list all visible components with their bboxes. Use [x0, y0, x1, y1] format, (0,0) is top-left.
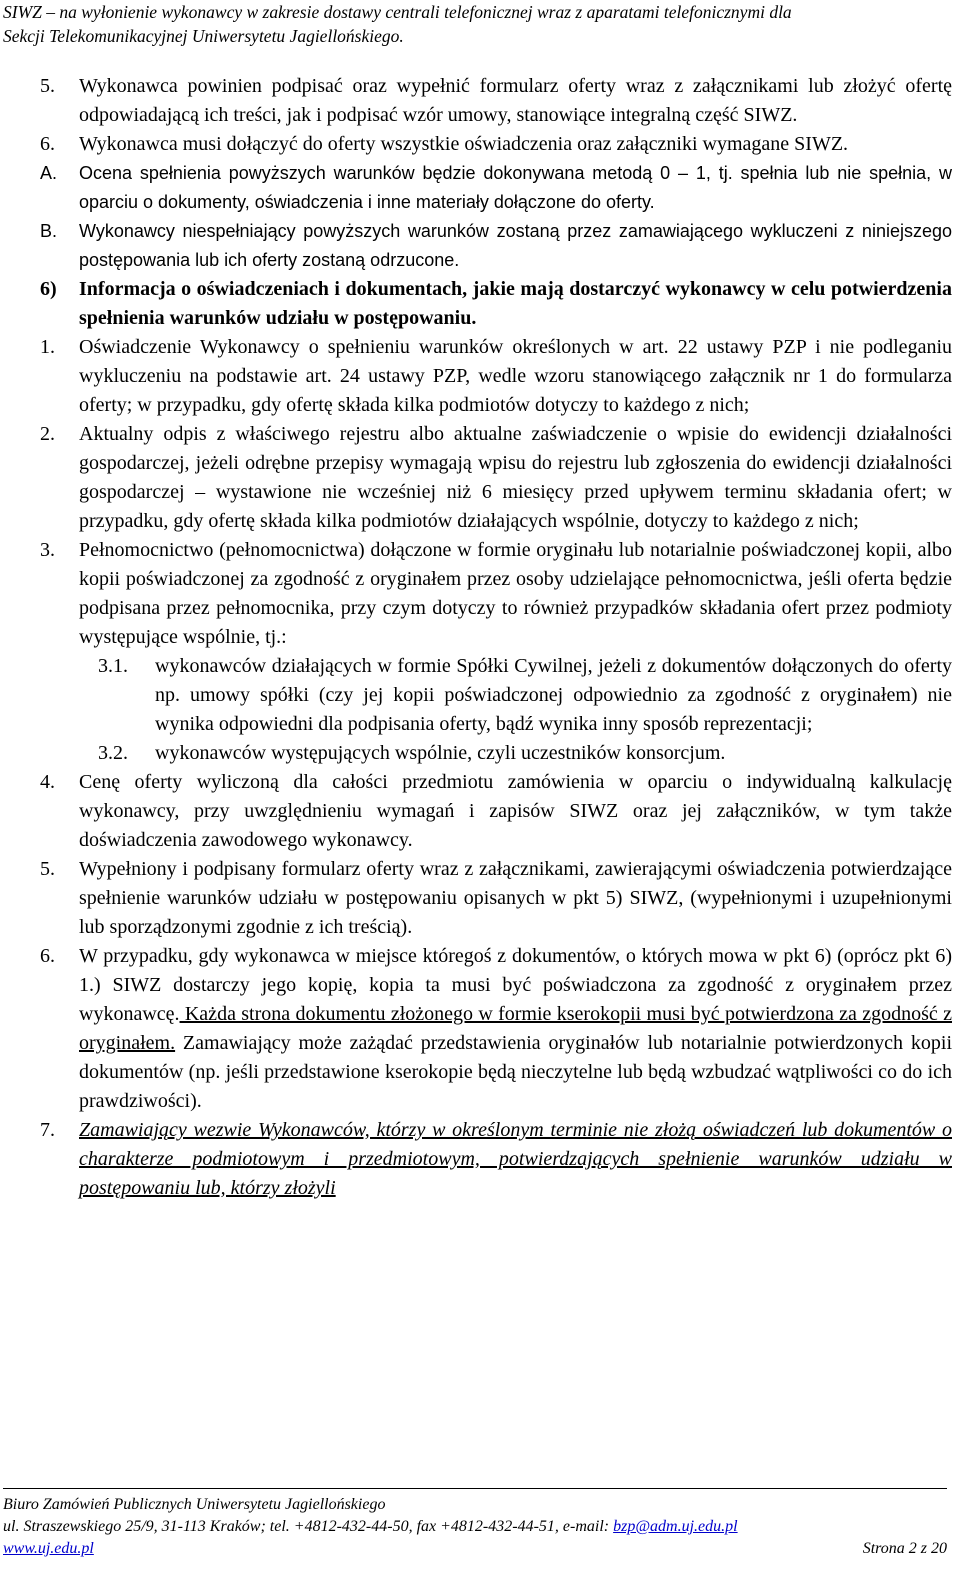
item-a	[40, 159, 952, 217]
item-number: 3.	[40, 539, 55, 561]
document-item-1	[40, 333, 952, 420]
item-number: B.	[40, 221, 58, 241]
document-body	[40, 72, 952, 1203]
item-6-underlined-text: Każda strona dokumentu złożonego w formie kserokopii musi być potwierdzona za zgodność z oryginałem.	[79, 1003, 952, 1054]
item-number: 5.	[40, 858, 55, 880]
item-text: Zamawiający wezwie Wykonawców, którzy w określonym terminie nie złożą oświadczeń lub dokumentów o charakterze podmiotowym i przedmiotowym, potwierdzających spełnienie warunków udziału w postępowaniu lub, którzy złożyli	[79, 1119, 952, 1199]
document-item-3	[40, 536, 952, 652]
page-header	[3, 0, 955, 48]
item-text	[79, 942, 952, 1116]
section-number: 6)	[40, 278, 57, 300]
item-text: Wykonawca powinien podpisać oraz wypełnić formularz oferty wraz z załącznikami lub złożyć ofertę odpowiadającą ich treści, jak i podpisać wzór umowy, stanowiące integralną część SIWZ.	[79, 75, 952, 126]
footer-divider	[3, 1488, 947, 1489]
header-line-1: SIWZ – na wyłonienie wykonawcy w zakresie dostawy centrali telefonicznej wraz z aparatami telefonicznymi dla	[3, 2, 792, 22]
document-item-2	[40, 420, 952, 536]
header-line-2: Sekcji Telekomunikacyjnej Uniwersytetu Jagiellońskiego.	[3, 26, 404, 46]
page-number: Strona 2 z 20	[862, 1540, 947, 1557]
document-item-7	[40, 1116, 952, 1203]
footer-address: ul. Straszewskiego 25/9, 31-113 Kraków; tel. +4812-432-44-50, fax +4812-432-44-51, e-mail:	[3, 1518, 614, 1535]
item-text: Cenę oferty wyliczoną dla całości przedmiotu zamówienia w oparciu o indywidualną kalkulację wykonawcy, przy uwzględnieniu wymagań i zapisów SIWZ oraz jej załączników, w tym także doświadczenia zawodowego wykonawcy.	[79, 771, 952, 851]
item-6	[40, 130, 952, 159]
item-text: Aktualny odpis z właściwego rejestru albo aktualne zaświadczenie o wpisie do ewidencji działalności gospodarczej, jeżeli odrębne przepisy wymagają wpisu do rejestru lub zgłoszenia do ewidencji działalności gospodarczej – wystawione nie wcześniej niż 6 miesięcy przed upływem terminu składania ofert; w przypadku, gdy ofertę składa kilka podmiotów działających wspólnie, dotyczy to każdego z nich;	[79, 423, 952, 532]
item-number: 6.	[40, 133, 55, 155]
item-text: wykonawców działających w formie Spółki Cywilnej, jeżeli z dokumentów dołączonych do oferty np. umowy spółki (czy jej kopii poświadczonej odpowiednio za zgodność z oryginałem) nie wynika odpowiedni dla podpisania oferty, bądź wynika inny sposób reprezentacji;	[155, 655, 952, 735]
item-number: 3.2.	[98, 742, 128, 764]
document-item-3-2	[98, 739, 952, 768]
item-6-text-c: Zamawiający może zażądać przedstawienia oryginałów lub notarialnie potwierdzonych kopii dokumentów (np. jeśli przedstawione kserokopie będą nieczytelne lub będą wzbudzać wątpliwości co do ich prawdziwości).	[79, 1032, 952, 1112]
document-item-5	[40, 855, 952, 942]
footer-office: Biuro Zamówień Publicznych Uniwersytetu Jagiellońskiego	[3, 1496, 386, 1513]
website-link[interactable]: www.uj.edu.pl	[3, 1540, 94, 1557]
section-title: Informacja o oświadczeniach i dokumentach, jakie mają dostarczyć wykonawcy w celu potwierdzenia spełnienia warunków udziału w postępowaniu.	[79, 278, 952, 329]
item-number: 3.1.	[98, 655, 128, 677]
item-text: wykonawców występujących wspólnie, czyli uczestników konsorcjum.	[155, 742, 726, 764]
item-text: Oświadczenie Wykonawcy o spełnieniu warunków określonych w art. 22 ustawy PZP i nie podleganiu wykluczeniu na podstawie art. 24 ustawy PZP, wedle wzoru stanowiącego załącznik nr 1 do formularza oferty; w przypadku, gdy ofertę składa kilka podmiotów dotyczy to każdego z nich;	[79, 336, 952, 416]
item-5	[40, 72, 952, 130]
item-number: 5.	[40, 75, 55, 97]
item-number: 4.	[40, 771, 55, 793]
item-number: A.	[40, 163, 58, 183]
document-item-6	[40, 942, 952, 1116]
item-b	[40, 217, 952, 275]
item-number: 6.	[40, 945, 55, 967]
item-text: Ocena spełnienia powyższych warunków będzie dokonywana metodą 0 – 1, tj. spełnia lub nie spełnia, w oparciu o dokumenty, oświadczenia i inne materiały dołączone do oferty.	[79, 163, 952, 212]
item-number: 2.	[40, 423, 55, 445]
footer-contact	[3, 1516, 947, 1538]
document-item-4	[40, 768, 952, 855]
item-text: Wypełniony i podpisany formularz oferty wraz z załącznikami, zawierającymi oświadczenia potwierdzające spełnienie warunków udziału w postępowaniu opisanych w pkt 5) SIWZ, (wypełnionymi i uzupełnionymi lub sporządzonymi zgodnie z ich treścią).	[79, 858, 952, 938]
document-item-3-1	[98, 652, 952, 739]
item-number: 7.	[40, 1119, 55, 1141]
item-text: Pełnomocnictwo (pełnomocnictwa) dołączone w formie oryginału lub notarialnie poświadczonej kopii, albo kopii poświadczonej za zgodność z oryginałem przez osoby udzielające pełnomocnictwa, jeśli oferta będzie podpisana przez pełnomocnika, przy czym dotyczy to również przypadków składania ofert przez podmioty występujące wspólnie, tj.:	[79, 539, 952, 648]
item-6-text-a: W przypadku, gdy wykonawca w miejsce któregoś z dokumentów, o których mowa w pkt 6) (oprócz pkt 6) 1.) SIWZ dostarczy jego kopię, kopia ta musi być poświadczona za zgodność z oryginałem przez wykonawcę.	[79, 945, 952, 1025]
item-text: Wykonawcy niespełniający powyższych warunków zostaną przez zamawiającego wykluczeni z niniejszego postępowania lub ich oferty zostaną odrzucone.	[79, 221, 952, 270]
section-6-heading	[40, 275, 952, 333]
footer-bottom-line	[3, 1538, 947, 1560]
item-number: 1.	[40, 336, 55, 358]
page-footer	[3, 1494, 947, 1560]
email-link[interactable]: bzp@adm.uj.edu.pl	[613, 1518, 738, 1535]
item-text: Wykonawca musi dołączyć do oferty wszystkie oświadczenia oraz załączniki wymagane SIWZ.	[79, 133, 849, 155]
